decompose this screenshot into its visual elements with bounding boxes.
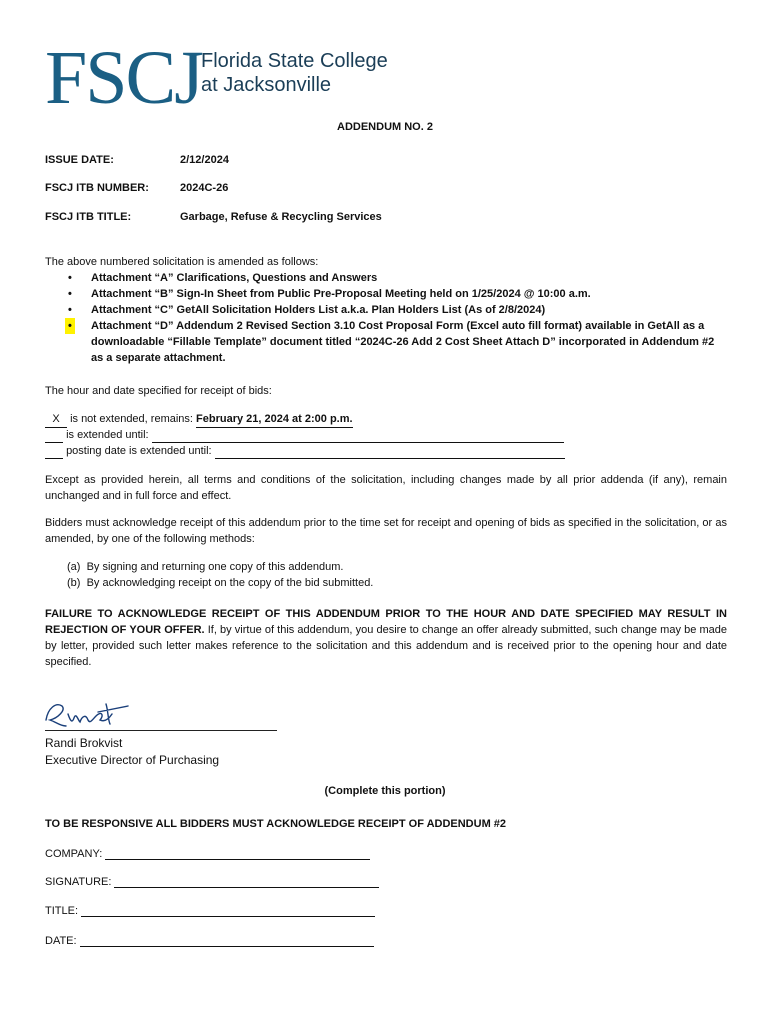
issue-date-value: 2/12/2024 xyxy=(180,154,229,166)
attachment-c: Attachment “C” GetAll Solicitation Holders List a.k.a. Plan Holders List (As of 2/8/2024) xyxy=(91,304,546,316)
attachment-b: Attachment “B” Sign-In Sheet from Public Pre-Proposal Meeting held on 1/25/2024 @ 10:00 a.m. xyxy=(91,288,591,300)
signature-field xyxy=(45,876,379,888)
addendum-title: ADDENDUM NO. 2 xyxy=(337,121,433,133)
list-item xyxy=(45,302,725,318)
opt1-text: is not extended, remains: xyxy=(70,413,193,425)
bullet: • xyxy=(68,272,72,284)
opt1-date: February 21, 2024 at 2:00 p.m. xyxy=(196,411,353,428)
method-b xyxy=(67,575,373,591)
date-label: DATE: xyxy=(45,935,77,947)
itb-number-value: 2024C-26 xyxy=(180,182,229,194)
bids-intro: The hour and date specified for receipt of bids: xyxy=(45,385,272,397)
attachment-a: Attachment “A” Clarifications, Questions and Answers xyxy=(91,272,378,284)
attachment-list xyxy=(45,270,725,366)
complete-portion: (Complete this portion) xyxy=(324,785,446,797)
bullet: • xyxy=(68,288,72,300)
method-b-text: By acknowledging receipt on the copy of the bid submitted. xyxy=(86,577,374,589)
logo-mark: FSCJ xyxy=(45,36,202,120)
failure-bold: FAILURE TO ACKNOWLEDGE RECEIPT OF THIS ADDENDUM PRIOR TO THE HOUR AND DATE SPECIFIED MAY RESULT IN REJECTION OF YOUR OFFER. xyxy=(45,608,727,636)
date-input[interactable] xyxy=(80,936,374,947)
signature-line xyxy=(45,730,277,731)
bullet: • xyxy=(68,304,72,316)
fscj-logo xyxy=(45,36,390,124)
company-label: COMPANY: xyxy=(45,848,103,860)
failure-paragraph xyxy=(45,606,727,670)
opt2-blank[interactable] xyxy=(152,432,564,443)
title-label: TITLE: xyxy=(45,905,79,917)
bid-option-2 xyxy=(45,427,564,443)
company-input[interactable] xyxy=(105,849,370,860)
bid-option-1 xyxy=(45,411,353,428)
attachment-d: Attachment “D” Addendum 2 Revised Section 3.10 Cost Proposal Form (Excel auto fill format) available in GetAll as a downloadable “Fillable Template” document titled “2024C-26 Add 2 Cost Sheet Attach D” incorporated in Addendum #2 as a separate attachment. xyxy=(91,320,715,364)
itb-title-value: Garbage, Refuse & Recycling Services xyxy=(180,211,382,223)
signer-name: Randi Brokvist xyxy=(45,736,123,750)
mark-x: X xyxy=(45,411,67,428)
issue-date-label: ISSUE DATE: xyxy=(45,154,114,166)
date-field xyxy=(45,935,374,947)
itb-number-label: FSCJ ITB NUMBER: xyxy=(45,182,149,194)
method-a xyxy=(67,559,343,575)
bid-option-3 xyxy=(45,443,565,459)
list-item xyxy=(45,270,725,286)
signer-title: Executive Director of Purchasing xyxy=(45,753,220,767)
signature-input[interactable] xyxy=(114,877,379,888)
method-a-mark: (a) xyxy=(67,561,81,573)
except-paragraph: Except as provided herein, all terms and conditions of the solicitation, including changes made by all prior addenda (if any), remain unchanged and in full force and effect. xyxy=(45,474,727,502)
responsive-note: TO BE RESPONSIVE ALL BIDDERS MUST ACKNOWLEDGE RECEIPT OF ADDENDUM #2 xyxy=(45,818,507,830)
signature-image xyxy=(42,690,152,732)
opt2-text: is extended until: xyxy=(66,429,149,441)
opt3-text: posting date is extended until: xyxy=(66,445,212,457)
failure-rest: If, by virtue of this addendum, you desire to change an offer already submitted, such change may be made by letter, provided such letter makes reference to the solicitation and this addendum and is received prior to the opening hour and date specified. xyxy=(45,624,727,668)
signature-label: SIGNATURE: xyxy=(45,876,112,888)
method-a-text: By signing and returning one copy of this addendum. xyxy=(86,561,344,573)
list-item xyxy=(45,318,725,366)
title-field xyxy=(45,905,375,917)
itb-title-label: FSCJ ITB TITLE: xyxy=(45,211,132,223)
logo-line2: at Jacksonville xyxy=(201,74,332,96)
method-b-mark: (b) xyxy=(67,577,81,589)
title-input[interactable] xyxy=(81,906,375,917)
company-field xyxy=(45,848,370,860)
highlighted-bullet: • xyxy=(65,318,75,334)
logo-line1: Florida State College xyxy=(201,50,388,72)
amended-intro: The above numbered solicitation is amended as follows: xyxy=(45,256,319,268)
list-item xyxy=(45,286,725,302)
bidders-paragraph: Bidders must acknowledge receipt of this addendum prior to the time set for receipt and opening of bids as specified in the solicitation, or as amended, by one of the following methods: xyxy=(45,517,727,545)
opt3-blank[interactable] xyxy=(215,448,565,459)
